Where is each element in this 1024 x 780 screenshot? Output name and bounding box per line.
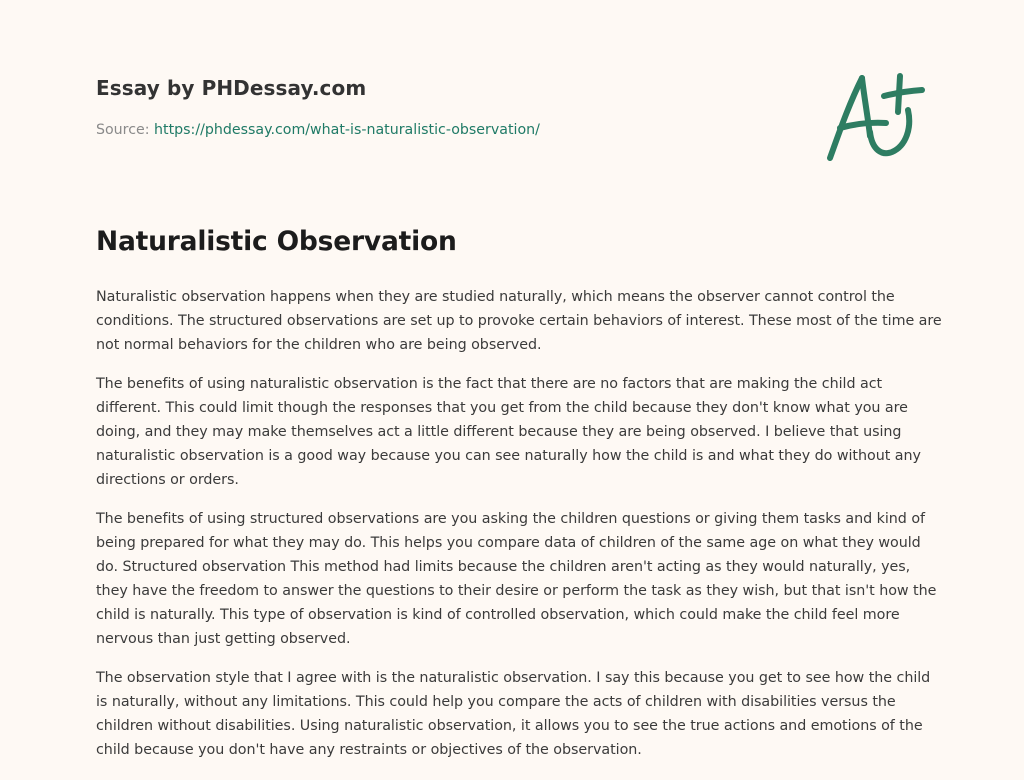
source-line [96, 122, 796, 138]
site-title: Essay by PHDessay.com [96, 76, 367, 100]
article-title: Naturalistic Observation [96, 226, 457, 257]
paragraph: The observation style that I agree with is the naturalistic observation. I say this because you get to see how the child is naturally, without any limitations. This could help you compare the acts of children with disabilities versus the children without disabilities. Using naturalistic observation, it allows you to see the true actions and emotions of the child because you don't have any restraints or objectives of the observation. [96, 670, 931, 758]
a-plus-grade-icon [820, 66, 930, 166]
source-link[interactable]: https://phdessay.com/what-is-naturalistic-observation/ [154, 122, 540, 138]
article-body [96, 285, 942, 777]
site-header [96, 76, 796, 138]
paragraph: The benefits of using structured observations are you asking the children questions or giving them tasks and kind of being prepared for what they may do. This helps you compare data of children of the same age on what they would do. Structured observation This method had limits because the children aren't acting as they would naturally, yes, they have the freedom to answer the questions to their desire or perform the task as they wish, but that isn't how the child is naturally. This type of observation is kind of controlled observation, which could make the child feel more nervous than just getting observed. [96, 511, 937, 647]
paragraph: Naturalistic observation happens when they are studied naturally, which means the observer cannot control the conditions. The structured observations are set up to provoke certain behaviors of interest. These most of the time are not normal behaviors for the children who are being observed. [96, 289, 942, 353]
paragraph: The benefits of using naturalistic observation is the fact that there are no factors that are making the child act different. This could limit though the responses that you get from the child because they don't know what you are doing, and they may make themselves act a little different because they are being observed. I believe that using naturalistic observation is a good way because you can see naturally how the child is and what they do without any directions or orders. [96, 376, 921, 488]
source-label: Source: [96, 122, 155, 138]
